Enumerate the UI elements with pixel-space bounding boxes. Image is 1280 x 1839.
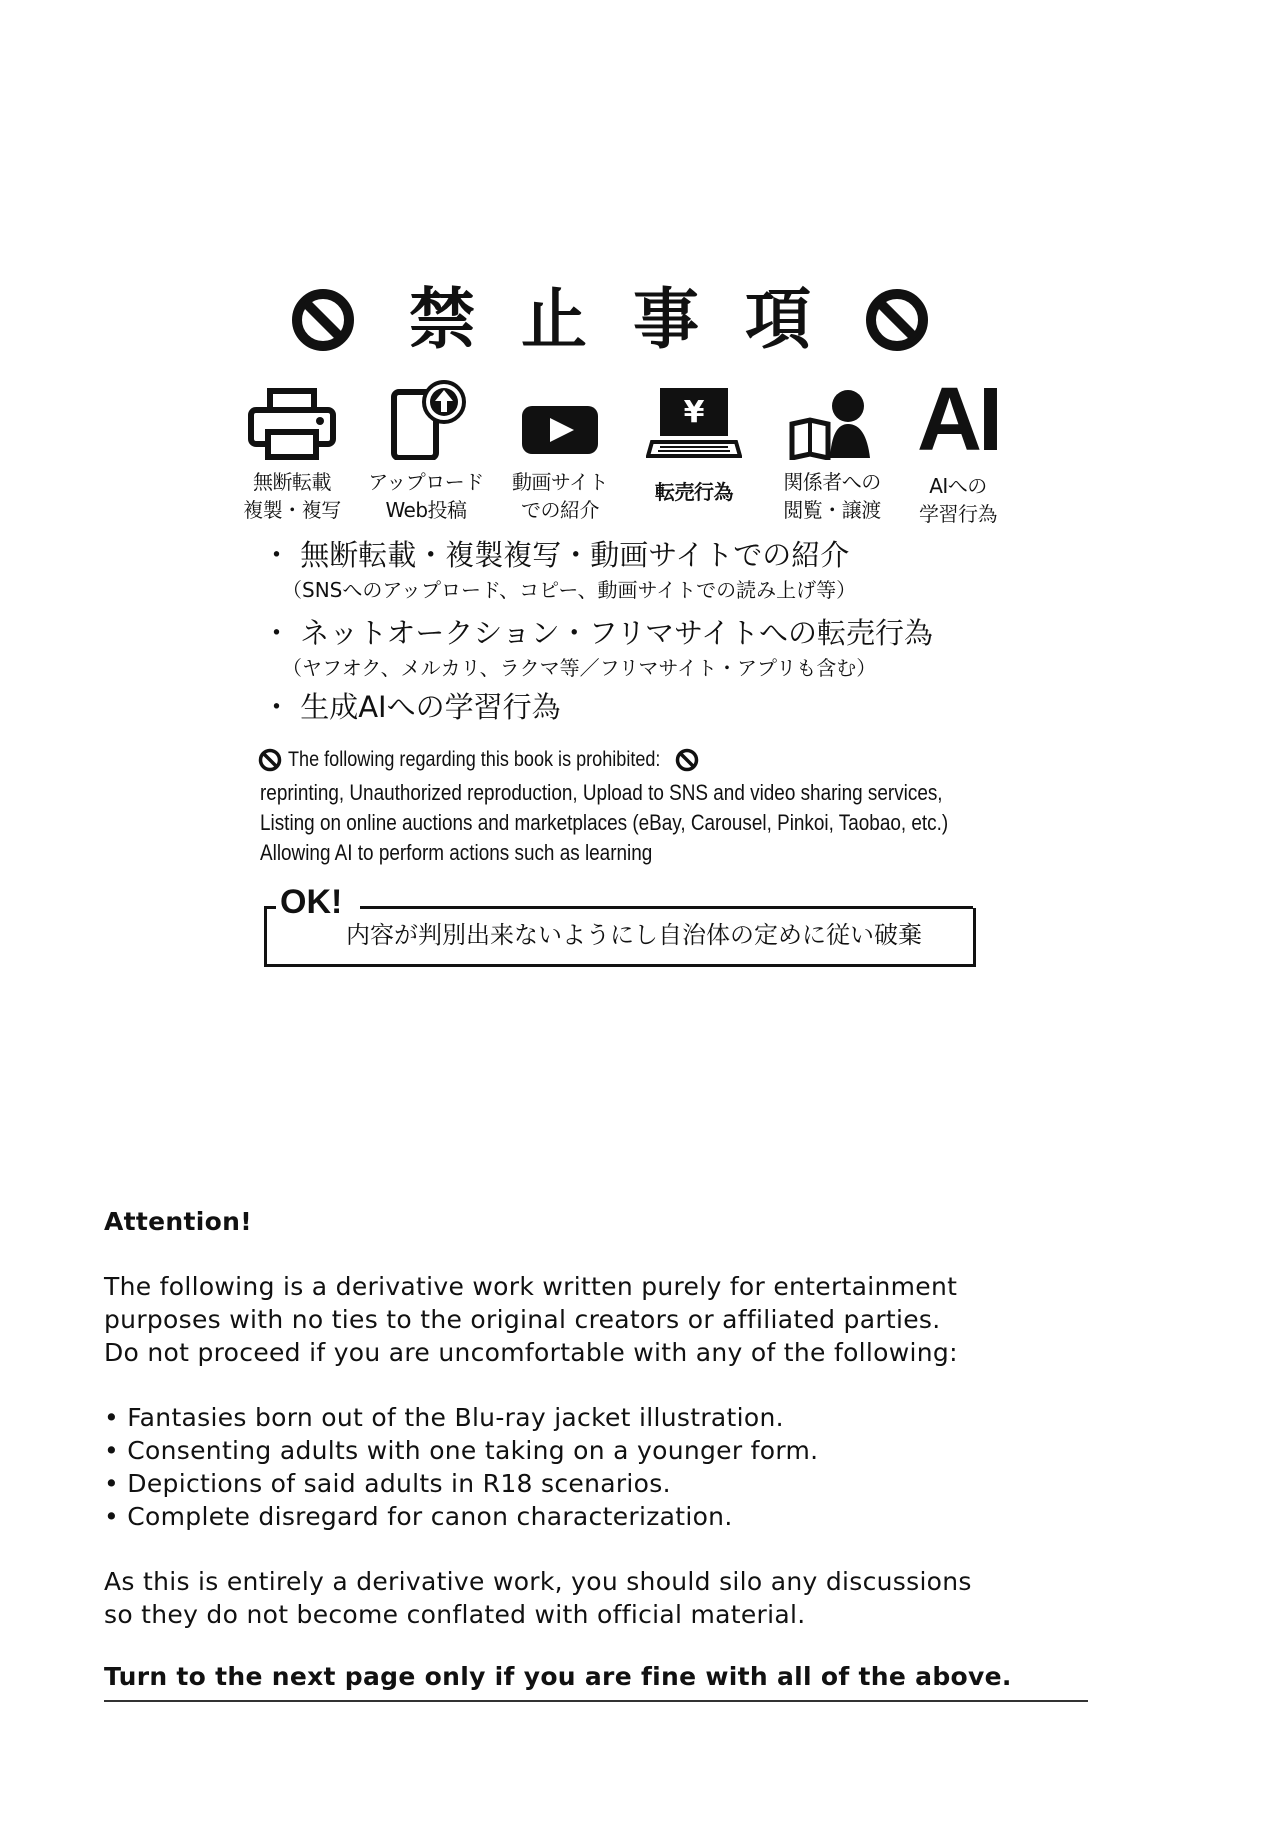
prohibited-icon (290, 287, 356, 353)
icon-caption: AIへの (929, 474, 987, 498)
page-title: 禁止事項 (409, 281, 857, 358)
english-line: Listing on online auctions and marketplaces (eBay, Carousel, Pinkoi, Taobao, etc.) (260, 810, 949, 835)
jp-bullet-main: ・ ネットオークション・フリマサイトへの転売行為 (262, 616, 933, 650)
jp-bullet-main: ・ 生成AIへの学習行為 (262, 690, 561, 724)
printer-icon (246, 388, 338, 460)
prohibited-icon (258, 748, 282, 772)
attention-closing-line: so they do not become conflated with official material. (104, 1600, 806, 1629)
prohibited-icon (675, 748, 699, 772)
icon-caption: 動画サイト (511, 470, 609, 494)
ai-text-icon: AI (917, 370, 999, 470)
ok-label: OK! (276, 882, 346, 922)
attention-closing-line: As this is entirely a derivative work, you should silo any discussions (104, 1567, 972, 1596)
jp-bullet-sub: （ヤフオク、メルカリ、ラクマ等／フリマサイト・アプリも含む） (282, 656, 877, 680)
prohibited-icon (864, 287, 930, 353)
icon-cell-upload (362, 382, 490, 524)
icon-caption: での紹介 (521, 498, 599, 522)
attention-final: Turn to the next page only if you are fine with all of the above. (104, 1662, 1012, 1691)
ok-text: 内容が判別出来ないようにし自治体の定めに従い破棄 (346, 921, 922, 949)
svg-text:¥: ¥ (683, 395, 705, 430)
icon-cell-reproduction (228, 382, 356, 524)
icon-caption: Web投稿 (385, 498, 467, 522)
attention-bullet: • Fantasies born out of the Blu-ray jacket illustration. (104, 1403, 784, 1432)
divider (104, 1700, 1088, 1702)
laptop-yen-icon (646, 384, 742, 460)
attention-bullet: • Depictions of said adults in R18 scenarios. (104, 1469, 671, 1498)
icon-cell-ai (894, 370, 1022, 528)
icon-caption: 複製・複写 (243, 498, 341, 522)
icon-caption: 閲覧・譲渡 (783, 498, 881, 522)
jp-bullet-sub: （SNSへのアップロード、コピー、動画サイトでの読み上げ等） (282, 578, 857, 602)
english-heading: The following regarding this book is prohibited: (288, 748, 661, 771)
english-line: reprinting, Unauthorized reproduction, Upload to SNS and video sharing services, (260, 780, 943, 805)
icon-caption: 関係者への (783, 470, 881, 494)
icon-caption: 学習行為 (919, 502, 997, 526)
jp-bullet-main: ・ 無断転載・複製複写・動画サイトでの紹介 (262, 538, 850, 572)
icon-cell-sharing (768, 382, 896, 524)
attention-heading: Attention! (104, 1207, 252, 1236)
attention-intro-line: Do not proceed if you are uncomfortable with any of the following: (104, 1338, 958, 1367)
icon-cell-video (496, 382, 624, 524)
icon-caption: アップロード (368, 470, 484, 494)
attention-intro-line: The following is a derivative work written purely for entertainment (104, 1272, 958, 1301)
icon-caption: 転売行為 (655, 480, 733, 504)
english-line: Allowing AI to perform actions such as learning (260, 840, 653, 865)
video-play-icon (520, 400, 600, 460)
english-heading-row (258, 748, 699, 772)
book-person-icon (786, 388, 878, 460)
ok-box-border (360, 906, 973, 909)
attention-bullet: • Consenting adults with one taking on a younger form. (104, 1436, 819, 1465)
icon-caption: 無断転載 (253, 470, 331, 494)
phone-upload-icon (384, 380, 468, 460)
title-row (290, 280, 930, 360)
attention-bullet: • Complete disregard for canon characterization. (104, 1502, 733, 1531)
icon-cell-resale (630, 382, 758, 506)
attention-intro-line: purposes with no ties to the original creators or affiliated parties. (104, 1305, 941, 1334)
